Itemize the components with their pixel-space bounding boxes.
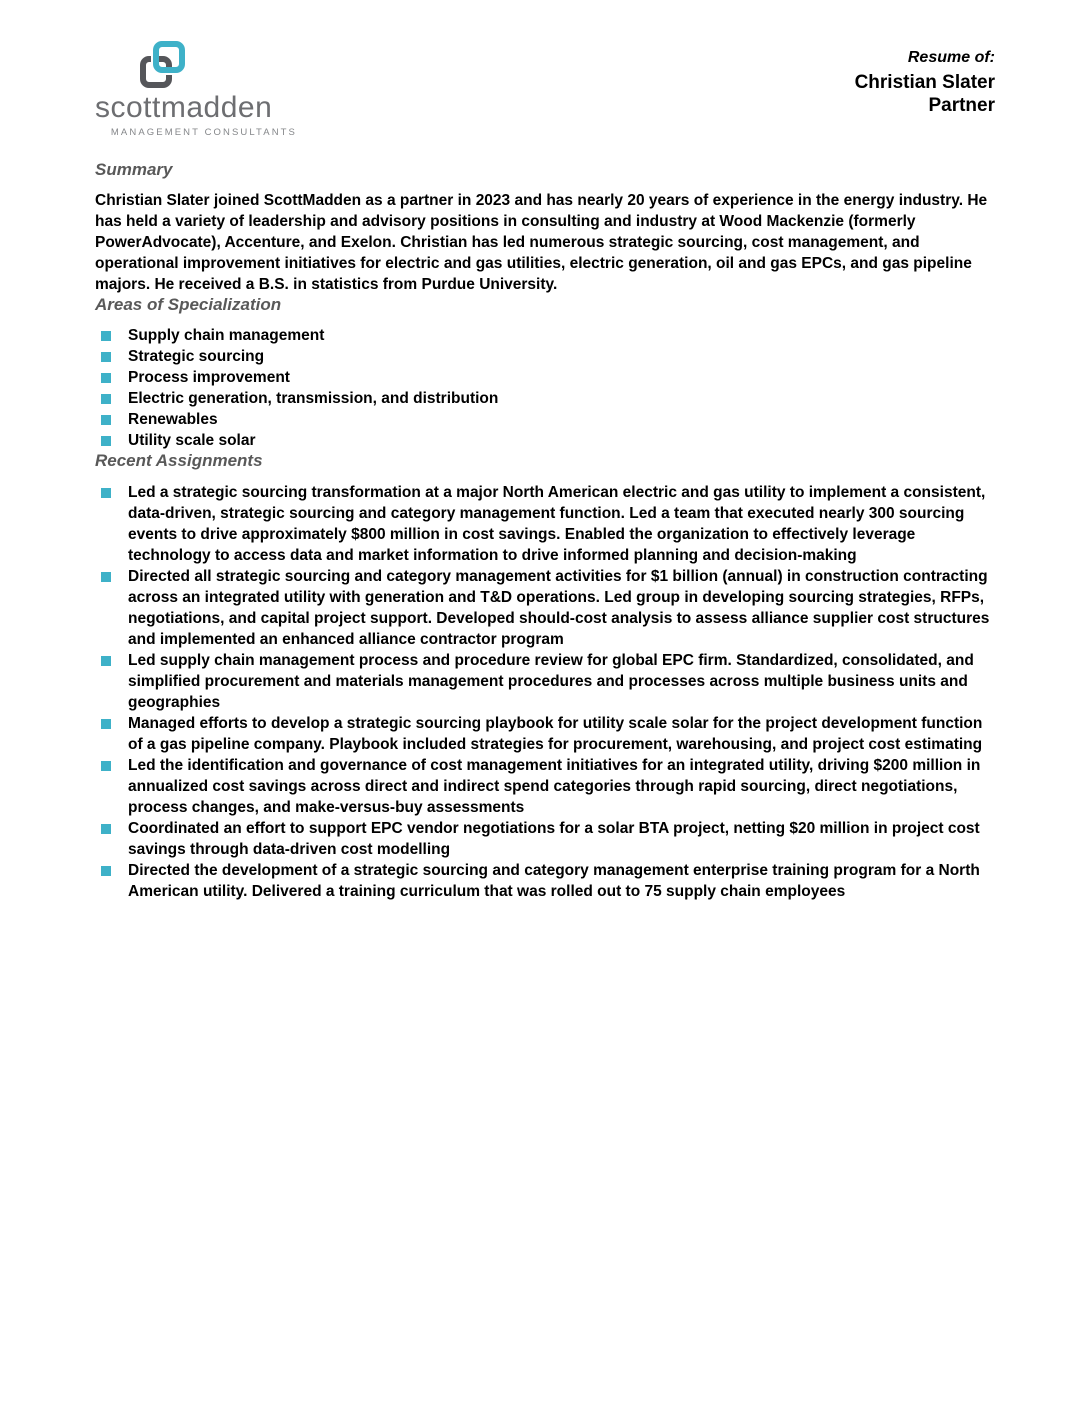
bullet-square-icon — [101, 761, 111, 771]
bullet-square-icon — [101, 824, 111, 834]
summary-paragraph: Christian Slater joined ScottMadden as a partner in 2023 and has nearly 20 years of experience in the energy industry. He has held a variety of leadership and advisory positions in consulting and industry at Wood Mackenzie (formerly PowerAdvocate), Accenture, and Exelon. Christian has led numerous strategic sourcing, cost management, and operational improvement initiatives for electric and gas utilities, electric generation, oil and gas EPCs, and gas pipeline majors. He received a B.S. in statistics from Purdue University. — [95, 192, 988, 293]
scottmadden-logo — [95, 40, 303, 138]
bullet-square-icon — [101, 415, 111, 425]
logo-teal-square-icon — [153, 41, 185, 73]
bullet-square-icon — [101, 373, 111, 383]
resume-content — [95, 160, 995, 902]
person-title: Partner — [928, 95, 995, 116]
list-item-text: Managed efforts to develop a strategic sourcing playbook for utility scale solar for the project development function of a gas pipeline company. Playbook included strategies for procurement, warehousing, and project cost estimating — [128, 715, 983, 753]
list-item-text: Renewables — [128, 411, 218, 428]
logo-wordmark: scottmadden — [95, 91, 273, 124]
list-item-text: Strategic sourcing — [128, 348, 265, 365]
list-item-text: Coordinated an effort to support EPC vendor negotiations for a solar BTA project, netting $20 million in project cost savings through data-driven cost modelling — [128, 820, 980, 858]
list-item — [95, 388, 995, 409]
scottmadden-logo-icon — [95, 40, 303, 90]
logo-tagline: MANAGEMENT CONSULTANTS — [110, 127, 297, 138]
header-block — [855, 48, 995, 117]
bullet-square-icon — [101, 572, 111, 582]
bullet-square-icon — [101, 488, 111, 498]
bullet-square-icon — [101, 331, 111, 341]
list-item-text: Led the identification and governance of cost management initiatives for an integrated utility, driving $200 million in annualized cost savings across direct and indirect spend categories through rapid sourcing, direct negotiations, process changes, and make-versus-buy assessments — [128, 757, 981, 816]
list-item-text: Electric generation, transmission, and distribution — [128, 390, 499, 407]
list-item — [95, 430, 995, 451]
bullet-square-icon — [101, 719, 111, 729]
list-item — [95, 482, 995, 566]
bullet-square-icon — [101, 656, 111, 666]
summary-heading: Summary — [95, 160, 173, 179]
list-item — [95, 566, 995, 650]
list-item-text: Utility scale solar — [128, 432, 256, 449]
list-item-text: Led a strategic sourcing transformation at a major North American electric and gas utility to implement a consistent, data-driven, strategic sourcing and category management function. Led a team that executed nearly 300 sourcing events to drive approximately $800 million in cost savings. Enabled the organization to effectively leverage technology to access data and market information to drive informed planning and decision-making — [128, 484, 986, 564]
list-item — [95, 650, 995, 713]
list-item — [95, 325, 995, 346]
specialization-heading: Areas of Specialization — [95, 295, 282, 314]
list-item — [95, 713, 995, 755]
person-name: Christian Slater — [854, 72, 995, 93]
assignments-heading: Recent Assignments — [95, 451, 263, 470]
list-item — [95, 755, 995, 818]
resume-of-label: Resume of: — [907, 49, 995, 66]
list-item — [95, 367, 995, 388]
bullet-square-icon — [101, 394, 111, 404]
list-item — [95, 409, 995, 430]
list-item-text: Process improvement — [128, 369, 290, 386]
list-item-text: Led supply chain management process and procedure review for global EPC firm. Standardized, consolidated, and simplified procurement and materials management procedures and processes across multiple business units and geographies — [128, 652, 974, 711]
list-item-text: Supply chain management — [128, 327, 325, 344]
specialization-list — [95, 325, 995, 451]
list-item-text: Directed the development of a strategic sourcing and category management enterprise training program for a North American utility. Delivered a training curriculum that was rolled out to 75 supply chain employees — [128, 862, 980, 900]
list-item — [95, 346, 995, 367]
bullet-square-icon — [101, 866, 111, 876]
list-item-text: Directed all strategic sourcing and category management activities for $1 billion (annual) in construction contracting across an integrated utility with generation and T&D operations. Led group in developing sourcing strategies, RFPs, negotiations, and capital project support. Developed should-cost analysis to assess alliance supplier cost structures and implemented an enhanced alliance contractor program — [128, 568, 990, 648]
list-item — [95, 818, 995, 860]
bullet-square-icon — [101, 352, 111, 362]
bullet-square-icon — [101, 436, 111, 446]
assignments-list — [95, 482, 995, 902]
list-item — [95, 860, 995, 902]
